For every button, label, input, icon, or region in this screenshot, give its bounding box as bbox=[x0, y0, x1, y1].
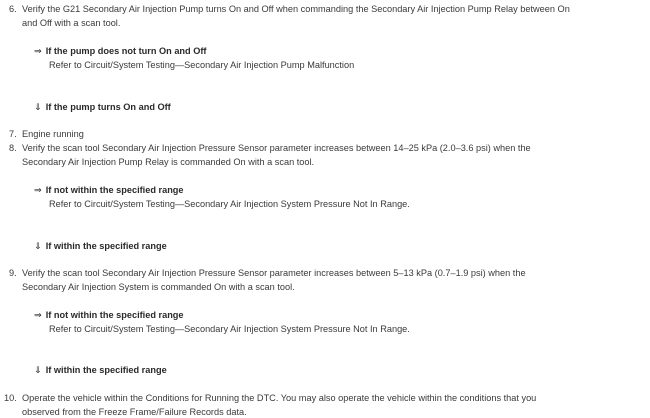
result-detail: Refer to Circuit/System Testing—Secondary Air Injection Pump Malfunction bbox=[49, 60, 355, 70]
step-number: 8. bbox=[9, 143, 17, 153]
step-text: Verify the scan tool Secondary Air Injection Pressure Sensor parameter increases between 5–13 kPa (0.7–1.9 psi) when the bbox=[22, 268, 526, 278]
step-number: 7. bbox=[9, 129, 17, 139]
result-label: ⇓ If the pump turns On and Off bbox=[34, 102, 171, 112]
result-label: ⇒ If the pump does not turn On and Off bbox=[34, 46, 207, 56]
step-text: and Off with a scan tool. bbox=[22, 18, 121, 28]
right-double-arrow-icon: ⇒ bbox=[34, 46, 42, 56]
step-text: Secondary Air Injection System is commanded On with a scan tool. bbox=[22, 282, 295, 292]
result-label: ⇓ If within the specified range bbox=[34, 365, 167, 375]
step-text: observed from the Freeze Frame/Failure Records data. bbox=[22, 407, 247, 417]
result-label: ⇓ If within the specified range bbox=[34, 241, 167, 251]
down-double-arrow-icon: ⇓ bbox=[34, 241, 42, 251]
step-text: Secondary Air Injection Pump Relay is commanded On with a scan tool. bbox=[22, 157, 315, 167]
step-number: 6. bbox=[9, 4, 17, 14]
step-text: Verify the G21 Secondary Air Injection Pump turns On and Off when commanding the Secondary Air Injection Pump Relay between On bbox=[22, 4, 570, 14]
step-text: Operate the vehicle within the Conditions for Running the DTC. You may also operate the vehicle within the conditions that you bbox=[22, 393, 537, 403]
result-label: ⇒ If not within the specified range bbox=[34, 185, 184, 195]
result-label: ⇒ If not within the specified range bbox=[34, 310, 184, 320]
right-double-arrow-icon: ⇒ bbox=[34, 185, 42, 195]
step-number: 10. bbox=[4, 393, 17, 403]
result-detail: Refer to Circuit/System Testing—Secondary Air Injection System Pressure Not In Range. bbox=[49, 199, 410, 209]
result-detail: Refer to Circuit/System Testing—Secondary Air Injection System Pressure Not In Range. bbox=[49, 324, 410, 334]
down-double-arrow-icon: ⇓ bbox=[34, 365, 42, 375]
down-double-arrow-icon: ⇓ bbox=[34, 102, 42, 112]
step-text: Verify the scan tool Secondary Air Injection Pressure Sensor parameter increases between 14–25 kPa (2.0–3.6 psi) when the bbox=[22, 143, 531, 153]
step-number: 9. bbox=[9, 268, 17, 278]
right-double-arrow-icon: ⇒ bbox=[34, 310, 42, 320]
step-text: Engine running bbox=[22, 129, 84, 139]
